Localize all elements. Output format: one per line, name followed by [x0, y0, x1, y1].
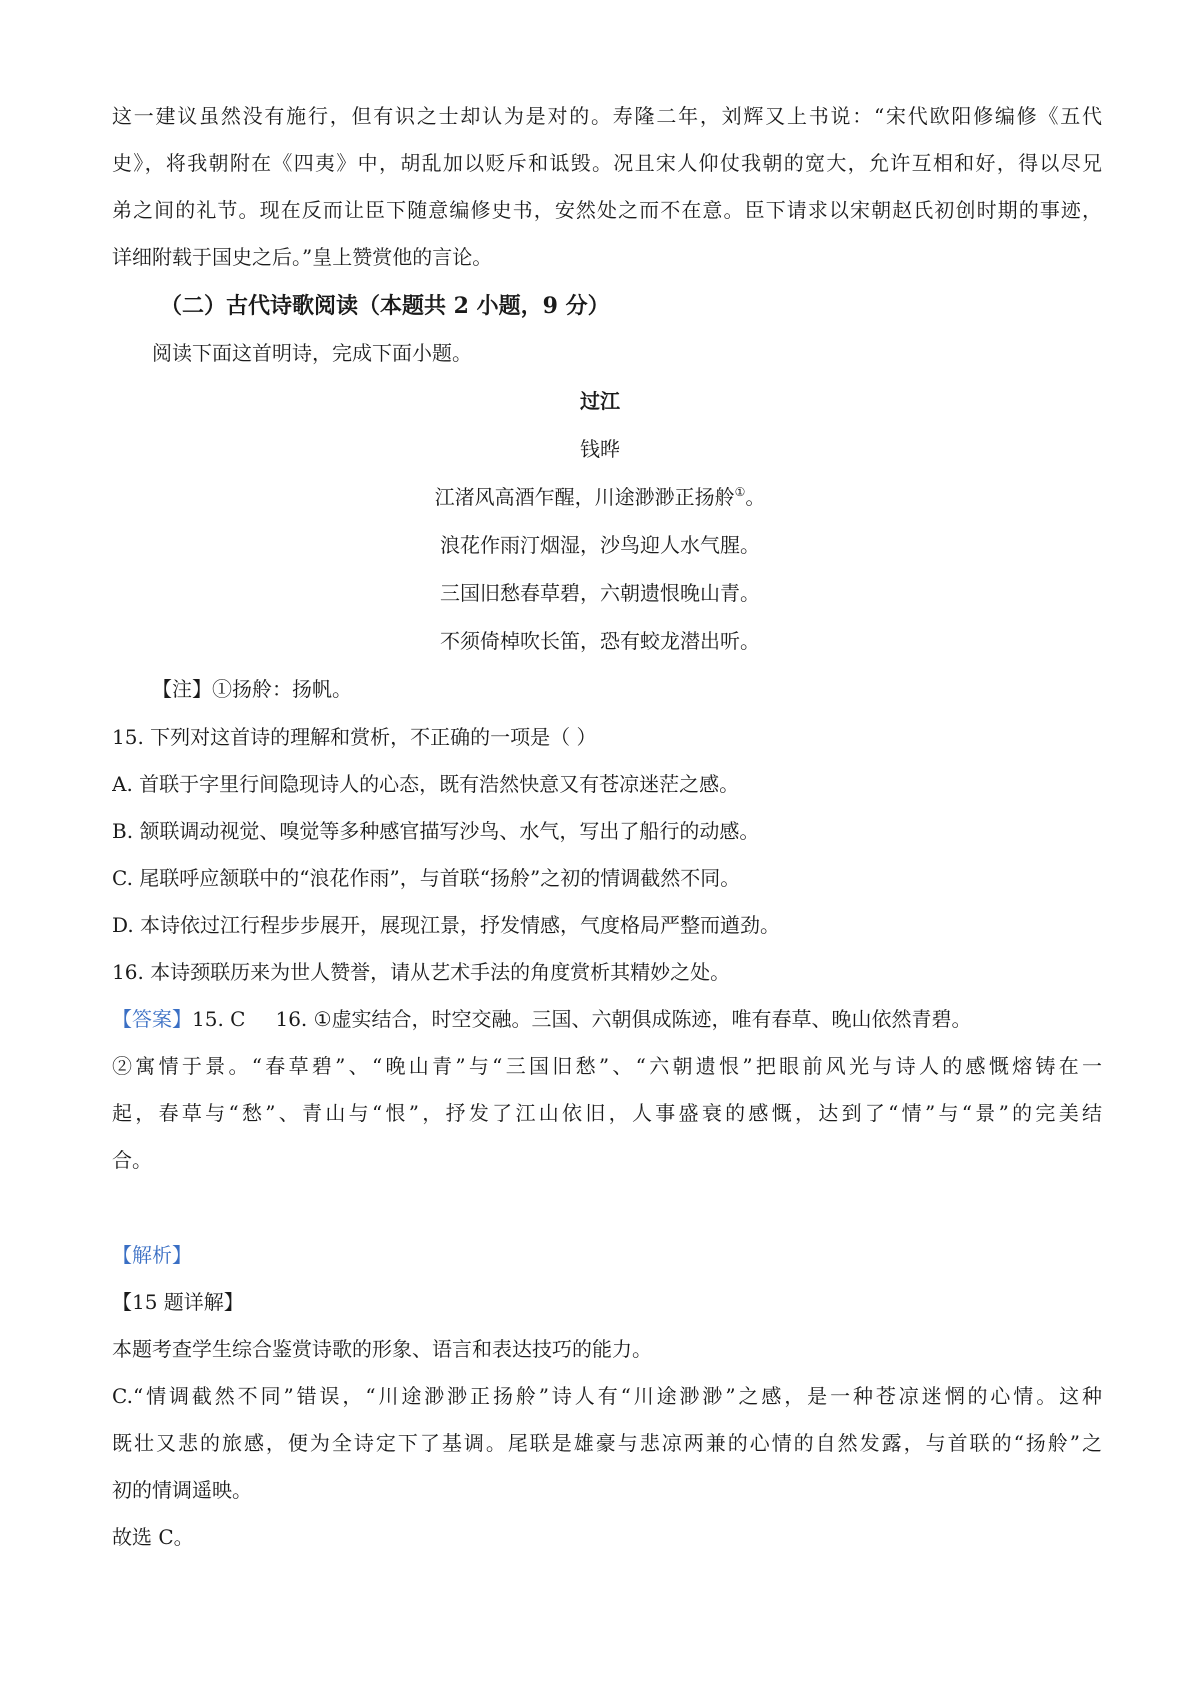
poem-line-2: 浪花作雨汀烟湿，沙鸟迎人水气腥。	[440, 533, 760, 557]
analysis-line-1: 本题考查学生综合鉴赏诗歌的形象、语言和表达技巧的能力。	[112, 1337, 652, 1361]
question-16-stem: 16. 本诗颈联历来为世人赞誉，请从艺术手法的角度赏析其精妙之处。	[112, 960, 731, 984]
answer-line-2: ②寓情于景。“春草碧”、“晚山青”与“三国旧愁”、“六朝遗恨”把眼前风光与诗人的感慨熔铸在一	[112, 1054, 1102, 1078]
poem-line-3: 三国旧愁春草碧，六朝遗恨晚山青。	[440, 581, 760, 605]
analysis-line-3: 既壮又悲的旅感，便为全诗定下了基调。尾联是雄豪与悲凉两兼的心情的自然发露，与首联的“扬舲”之	[112, 1431, 1102, 1455]
section-heading: （二）古代诗歌阅读（本题共 2 小题，9 分）	[160, 293, 610, 319]
passage-line-2: 史》，将我朝附在《四夷》中，胡乱加以贬斥和诋毁。况且宋人仰仗我朝的宽大，允许互相和好，得以尽兄	[112, 151, 1102, 175]
passage-line-4: 详细附载于国史之后。”皇上赞赏他的言论。	[112, 245, 493, 269]
passage-line-3: 弟之间的礼节。现在反而让臣下随意编修史书，安然处之而不在意。臣下请求以宋朝赵氏初创时期的事迹，	[112, 198, 1102, 222]
answer-line-4: 合。	[112, 1148, 152, 1172]
question-15-option-d: D. 本诗依过江行程步步展开，展现江景，抒发情感，气度格局严整而遒劲。	[112, 913, 781, 937]
analysis-conclusion: 故选 C。	[112, 1525, 194, 1549]
analysis-line-2: C.“情调截然不同”错误，“川途渺渺正扬舲”诗人有“川途渺渺”之感，是一种苍凉迷惘的心情。这种	[112, 1384, 1102, 1408]
answer-line-1	[112, 1004, 1102, 1034]
question-15-option-b: B. 颔联调动视觉、嗅觉等多种感官描写沙鸟、水气，写出了船行的动感。	[112, 819, 760, 843]
poem-line-1-text: 江渚风高酒乍醒，川途渺渺正扬舲	[434, 485, 735, 509]
poem-note: 【注】①扬舲：扬帆。	[152, 677, 352, 701]
answer-q16-first: 16. ①虚实结合，时空交融。三国、六朝俱成陈迹，唯有春草、晚山依然青碧。	[275, 1007, 972, 1031]
answer-q15: 15. C	[192, 1007, 246, 1031]
analysis-q15-title: 【15 题详解】	[112, 1290, 244, 1314]
poem-line-1-end: 。	[745, 485, 766, 509]
answer-line-3: 起，春草与“愁”、青山与“恨”，抒发了江山依旧，人事盛衰的感慨，达到了“情”与“景”的完美结	[112, 1101, 1102, 1125]
question-15-stem: 15. 下列对这首诗的理解和赏析，不正确的一项是（ ）	[112, 725, 597, 749]
question-15-option-c: C. 尾联呼应颔联中的“浪花作雨”，与首联“扬舲”之初的情调截然不同。	[112, 866, 741, 890]
footnote-marker: ①	[734, 485, 746, 499]
passage-line-1: 这一建议虽然没有施行，但有识之士却认为是对的。寿隆二年，刘辉又上书说：“宋代欧阳修编修《五代	[112, 104, 1102, 128]
poem-line-1	[0, 482, 1200, 512]
answer-label: 【答案】	[112, 1007, 192, 1031]
section-instruction: 阅读下面这首明诗，完成下面小题。	[152, 341, 472, 365]
poem-title: 过江	[580, 389, 620, 413]
analysis-line-4: 初的情调遥映。	[112, 1478, 252, 1502]
poem-author: 钱晔	[580, 437, 620, 461]
analysis-label: 【解析】	[112, 1243, 192, 1267]
question-15-option-a: A. 首联于字里行间隐现诗人的心态，既有浩然快意又有苍凉迷茫之感。	[112, 772, 740, 796]
poem-line-4: 不须倚棹吹长笛，恐有蛟龙潜出听。	[440, 629, 760, 653]
